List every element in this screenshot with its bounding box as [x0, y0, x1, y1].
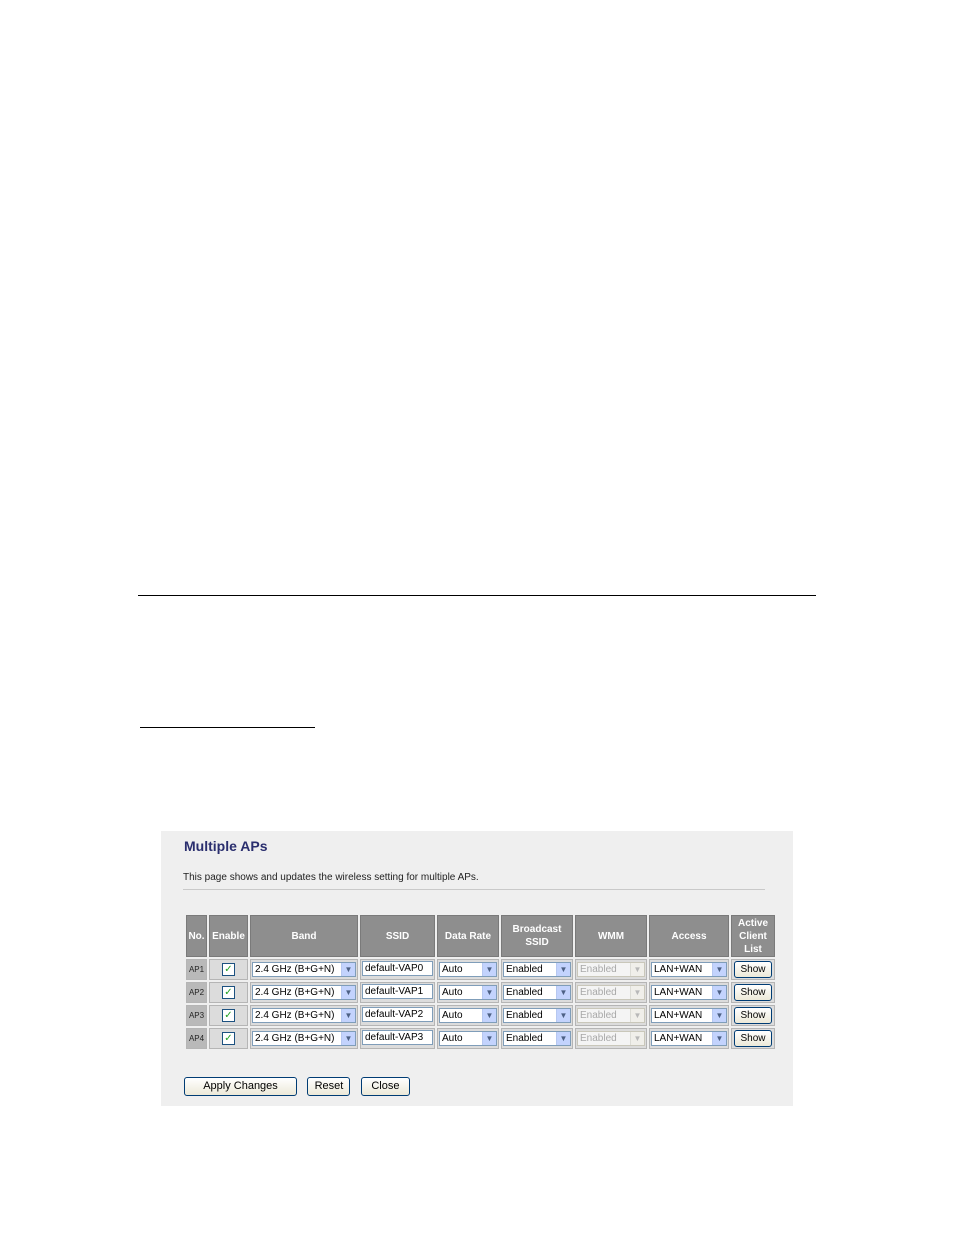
action-bar [184, 1076, 416, 1096]
enable-cell [209, 1005, 248, 1026]
table-row [186, 1028, 775, 1049]
header-wmm: WMM [575, 915, 647, 957]
data-rate-select[interactable] [439, 1031, 497, 1046]
access-cell [649, 1028, 729, 1049]
ssid-input[interactable]: default-VAP1 [362, 984, 433, 999]
wmm-select [577, 1008, 645, 1023]
chevron-down-icon: ▼ [482, 1009, 496, 1022]
check-icon: ✓ [224, 963, 233, 975]
ap-number: AP3 [186, 1005, 207, 1026]
header-active-client-list: Active Client List [731, 915, 775, 957]
broadcast-ssid-cell [501, 959, 573, 980]
chevron-down-icon: ▼ [341, 1009, 355, 1022]
header-no: No. [186, 915, 207, 957]
ssid-cell [360, 1005, 435, 1026]
band-value: 2.4 GHz (B+G+N) [255, 1010, 335, 1021]
ap-number: AP1 [186, 959, 207, 980]
ssid-cell [360, 959, 435, 980]
wmm-cell [575, 1028, 647, 1049]
header-enable: Enable [209, 915, 248, 957]
active-client-list-cell [731, 1028, 775, 1049]
chevron-down-icon: ▼ [482, 963, 496, 976]
show-clients-button[interactable]: Show [734, 961, 772, 978]
data-rate-cell [437, 1028, 499, 1049]
data-rate-value: Auto [442, 1033, 463, 1044]
broadcast-ssid-select[interactable] [503, 1008, 571, 1023]
data-rate-value: Auto [442, 987, 463, 998]
chevron-down-icon: ▼ [556, 1009, 570, 1022]
enable-cell [209, 959, 248, 980]
chevron-down-icon: ▼ [712, 986, 726, 999]
data-rate-select[interactable] [439, 985, 497, 1000]
header-band: Band [250, 915, 358, 957]
broadcast-ssid-value: Enabled [506, 987, 543, 998]
access-select[interactable] [651, 962, 727, 977]
heading-underline [140, 727, 315, 728]
ap-number: AP2 [186, 982, 207, 1003]
ssid-cell [360, 1028, 435, 1049]
data-rate-cell [437, 982, 499, 1003]
ap-number: AP4 [186, 1028, 207, 1049]
chevron-down-icon: ▼ [556, 963, 570, 976]
broadcast-ssid-value: Enabled [506, 1033, 543, 1044]
chevron-down-icon: ▼ [341, 963, 355, 976]
access-value: LAN+WAN [654, 1033, 703, 1044]
check-icon: ✓ [224, 1009, 233, 1021]
active-client-list-cell [731, 959, 775, 980]
show-clients-button[interactable]: Show [734, 1007, 772, 1024]
active-client-list-cell [731, 1005, 775, 1026]
apply-changes-button[interactable]: Apply Changes [184, 1077, 297, 1096]
chevron-down-icon: ▼ [341, 1032, 355, 1045]
horizontal-rule [138, 595, 816, 596]
page-description: This page shows and updates the wireless setting for multiple APs. [183, 872, 479, 883]
header-access: Access [649, 915, 729, 957]
show-clients-button[interactable]: Show [734, 984, 772, 1001]
band-cell [250, 1005, 358, 1026]
data-rate-value: Auto [442, 1010, 463, 1021]
access-value: LAN+WAN [654, 964, 703, 975]
close-button[interactable]: Close [361, 1077, 410, 1096]
access-cell [649, 959, 729, 980]
table-row [186, 982, 775, 1003]
band-select[interactable] [252, 962, 356, 977]
access-cell [649, 1005, 729, 1026]
ssid-cell [360, 982, 435, 1003]
multiple-aps-panel [161, 831, 793, 1106]
band-value: 2.4 GHz (B+G+N) [255, 987, 335, 998]
data-rate-cell [437, 1005, 499, 1026]
enable-cell [209, 1028, 248, 1049]
table-row [186, 959, 775, 980]
wmm-value: Enabled [580, 987, 617, 998]
access-value: LAN+WAN [654, 1010, 703, 1021]
wmm-cell [575, 1005, 647, 1026]
broadcast-ssid-value: Enabled [506, 964, 543, 975]
data-rate-cell [437, 959, 499, 980]
chevron-down-icon: ▼ [341, 986, 355, 999]
header-broadcast-ssid: Broadcast SSID [501, 915, 573, 957]
chevron-down-icon: ▼ [712, 1009, 726, 1022]
page-title: Multiple APs [184, 838, 268, 854]
chevron-down-icon: ▼ [630, 1009, 644, 1022]
chevron-down-icon: ▼ [712, 1032, 726, 1045]
wmm-select [577, 985, 645, 1000]
enable-checkbox[interactable] [222, 986, 235, 999]
header-data-rate: Data Rate [437, 915, 499, 957]
chevron-down-icon: ▼ [630, 963, 644, 976]
band-select[interactable] [252, 985, 356, 1000]
broadcast-ssid-cell [501, 1028, 573, 1049]
enable-checkbox[interactable] [222, 1032, 235, 1045]
band-select[interactable] [252, 1008, 356, 1023]
band-cell [250, 982, 358, 1003]
chevron-down-icon: ▼ [482, 1032, 496, 1045]
chevron-down-icon: ▼ [630, 986, 644, 999]
wmm-cell [575, 959, 647, 980]
access-select[interactable] [651, 1008, 727, 1023]
data-rate-select[interactable] [439, 1008, 497, 1023]
data-rate-value: Auto [442, 964, 463, 975]
table-row [186, 1005, 775, 1026]
divider [183, 889, 765, 890]
band-cell [250, 1028, 358, 1049]
ssid-input[interactable]: default-VAP3 [362, 1030, 433, 1045]
enable-cell [209, 982, 248, 1003]
chevron-down-icon: ▼ [556, 1032, 570, 1045]
broadcast-ssid-cell [501, 1005, 573, 1026]
check-icon: ✓ [224, 986, 233, 998]
wmm-value: Enabled [580, 1033, 617, 1044]
access-select[interactable] [651, 985, 727, 1000]
ssid-input[interactable]: default-VAP0 [362, 961, 433, 976]
chevron-down-icon: ▼ [712, 963, 726, 976]
band-value: 2.4 GHz (B+G+N) [255, 964, 335, 975]
chevron-down-icon: ▼ [482, 986, 496, 999]
access-select[interactable] [651, 1031, 727, 1046]
multiple-aps-table [184, 913, 777, 1051]
broadcast-ssid-cell [501, 982, 573, 1003]
enable-checkbox[interactable] [222, 963, 235, 976]
reset-button[interactable]: Reset [307, 1077, 350, 1096]
wmm-select [577, 1031, 645, 1046]
enable-checkbox[interactable] [222, 1009, 235, 1022]
chevron-down-icon: ▼ [630, 1032, 644, 1045]
band-select[interactable] [252, 1031, 356, 1046]
active-client-list-cell [731, 982, 775, 1003]
show-clients-button[interactable]: Show [734, 1030, 772, 1047]
data-rate-select[interactable] [439, 962, 497, 977]
broadcast-ssid-value: Enabled [506, 1010, 543, 1021]
chevron-down-icon: ▼ [556, 986, 570, 999]
access-value: LAN+WAN [654, 987, 703, 998]
wmm-select [577, 962, 645, 977]
header-ssid: SSID [360, 915, 435, 957]
wmm-value: Enabled [580, 964, 617, 975]
wmm-cell [575, 982, 647, 1003]
access-cell [649, 982, 729, 1003]
table-header-row [186, 915, 775, 957]
wmm-value: Enabled [580, 1010, 617, 1021]
band-cell [250, 959, 358, 980]
broadcast-ssid-select[interactable] [503, 985, 571, 1000]
band-value: 2.4 GHz (B+G+N) [255, 1033, 335, 1044]
ssid-input[interactable]: default-VAP2 [362, 1007, 433, 1022]
check-icon: ✓ [224, 1032, 233, 1044]
broadcast-ssid-select[interactable] [503, 1031, 571, 1046]
broadcast-ssid-select[interactable] [503, 962, 571, 977]
